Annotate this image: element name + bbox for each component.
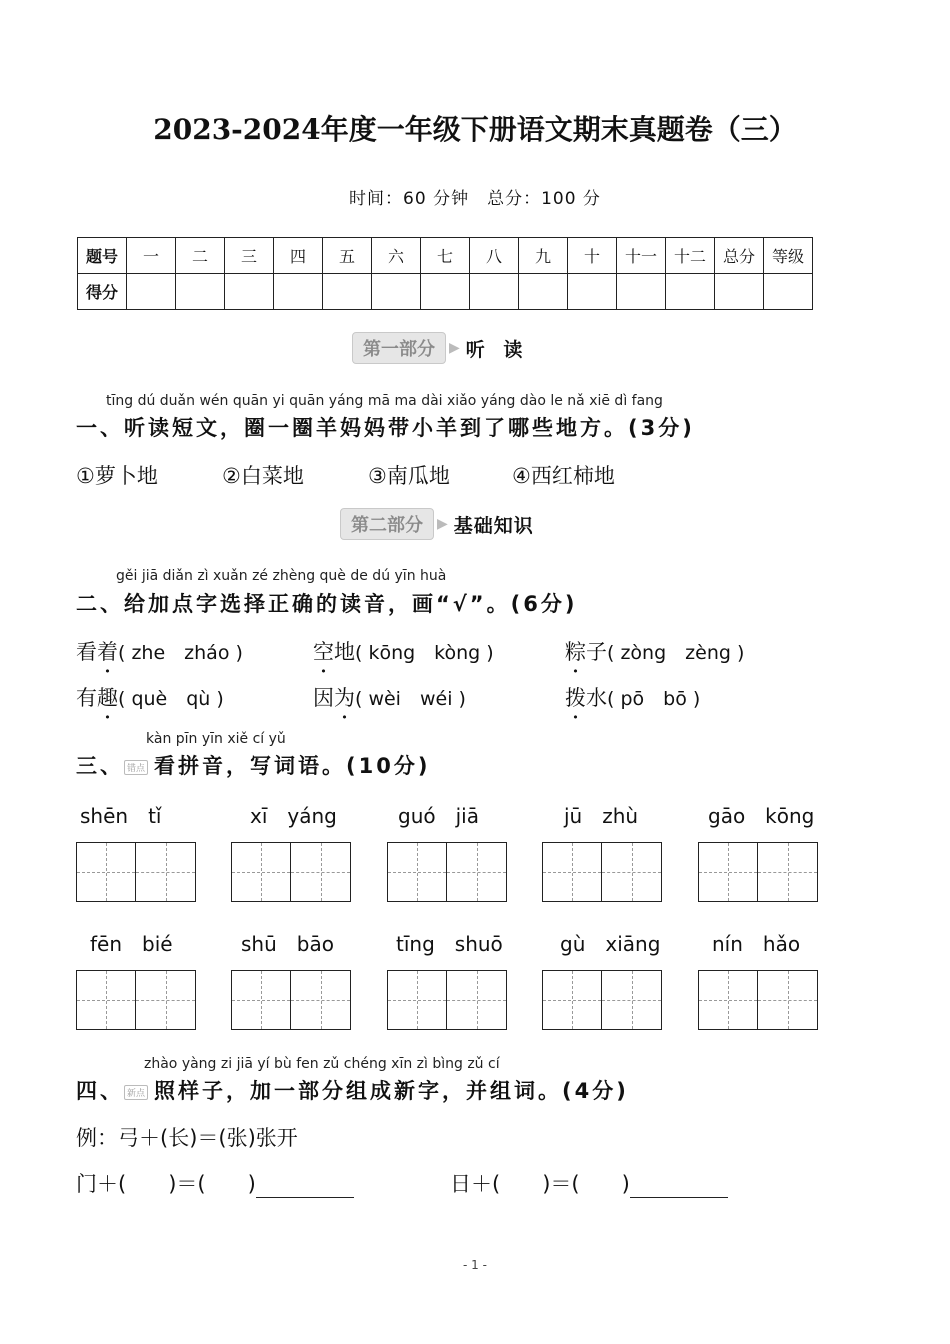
q1-option-3: ③南瓜地 (368, 464, 450, 488)
q2-item: 拨水( pō bō ) (565, 686, 701, 710)
score-cell[interactable] (666, 274, 715, 310)
page-title: 2023-2024年度一年级下册语文期末真题卷（三） (153, 113, 797, 146)
new-point-tag: 新点 (124, 1085, 148, 1100)
q1-option-1: ①萝卜地 (76, 464, 158, 488)
q3-word-pinyin: tīng shuō (396, 932, 503, 956)
score-cell[interactable] (568, 274, 617, 310)
score-col-header: 一 (127, 238, 176, 274)
writing-grid[interactable] (76, 970, 196, 1030)
score-cell[interactable] (274, 274, 323, 310)
q4-example: 例：弓＋(长)＝(张)张开 (76, 1126, 298, 1150)
score-col-header: 二 (176, 238, 225, 274)
score-cell[interactable] (470, 274, 519, 310)
q3-word-pinyin: shēn tǐ (80, 804, 162, 828)
q2-item: 看着( zhe zháo ) (76, 640, 243, 664)
writing-grid[interactable] (698, 842, 818, 902)
part2-heading (340, 509, 534, 539)
q1-pinyin: tīng dú duǎn wén quān yi quān yáng mā ma dài xiǎo yáng dào le nǎ xiē dì fang (106, 393, 663, 409)
q3-word-pinyin: nín hǎo (712, 932, 801, 956)
q1-text: 一、听读短文，圈一圈羊妈妈带小羊到了哪些地方。(3分) (76, 416, 695, 440)
score-col-header: 八 (470, 238, 519, 274)
q1-option-2: ②白菜地 (222, 464, 304, 488)
score-cell[interactable] (421, 274, 470, 310)
part2-box: 第二部分 (340, 508, 434, 540)
q3-word-pinyin: xī yáng (250, 804, 337, 828)
score-cell[interactable] (127, 274, 176, 310)
row-label-question-number: 题号 (78, 238, 127, 274)
page-number: - 1 - (463, 1258, 487, 1272)
q4-exercise-a: 门＋( )＝( ) (76, 1168, 354, 1198)
score-cell[interactable] (519, 274, 568, 310)
q2-item: 粽子( zòng zèng ) (565, 640, 745, 664)
score-col-header: 等级 (764, 238, 813, 274)
score-table (77, 237, 813, 310)
writing-grid[interactable] (387, 842, 507, 902)
part1-box: 第一部分 (352, 332, 446, 364)
q3-word-pinyin: jū zhù (564, 804, 639, 828)
score-col-header: 七 (421, 238, 470, 274)
score-cell[interactable] (323, 274, 372, 310)
answer-blank[interactable] (630, 1177, 728, 1198)
q3-word-pinyin: shū bāo (241, 932, 334, 956)
error-point-tag: 错点 (124, 760, 148, 775)
writing-grid[interactable] (231, 970, 351, 1030)
writing-grid[interactable] (698, 970, 818, 1030)
score-table-header-row (78, 238, 813, 274)
q2-item: 有趣( què qù ) (76, 686, 224, 710)
writing-grid[interactable] (387, 970, 507, 1030)
score-col-header: 四 (274, 238, 323, 274)
score-table-score-row (78, 274, 813, 310)
q3-word-pinyin: gāo kōng (708, 804, 815, 828)
part2-label: 基础知识 (453, 514, 534, 537)
part1-label: 听 读 (465, 338, 529, 361)
q3-pinyin: kàn pīn yīn xiě cí yǔ (146, 731, 286, 747)
q3-word-pinyin: gù xiāng (560, 932, 661, 956)
score-cell[interactable] (715, 274, 764, 310)
score-col-header: 总分 (715, 238, 764, 274)
arrow-icon: ▶ (437, 516, 448, 532)
part1-heading (352, 333, 528, 363)
score-col-header: 十 (568, 238, 617, 274)
score-cell[interactable] (225, 274, 274, 310)
q4-pinyin: zhào yàng zi jiā yí bù fen zǔ chéng xīn zì bìng zǔ cí (144, 1056, 500, 1072)
q2-text: 二、给加点字选择正确的读音，画“√”。(6分) (76, 592, 578, 616)
score-col-header: 九 (519, 238, 568, 274)
q4-exercise-b: 日＋( )＝( ) (450, 1168, 728, 1198)
row-label-score: 得分 (78, 274, 127, 310)
score-col-header: 十二 (666, 238, 715, 274)
answer-blank[interactable] (256, 1177, 354, 1198)
q2-item: 空地( kōng kòng ) (313, 640, 494, 664)
q4-heading: 四、 新点 照样子，加一部分组成新字，并组词。(4分) (76, 1079, 629, 1103)
q3-heading: 三、 错点 看拼音，写词语。(10分) (76, 754, 431, 778)
score-cell[interactable] (176, 274, 225, 310)
q2-pinyin: gěi jiā diǎn zì xuǎn zé zhèng què de dú yīn huà (116, 568, 447, 584)
arrow-icon: ▶ (449, 340, 460, 356)
q2-item: 因为( wèi wéi ) (313, 686, 466, 710)
score-col-header: 六 (372, 238, 421, 274)
writing-grid[interactable] (542, 970, 662, 1030)
score-cell[interactable] (764, 274, 813, 310)
q3-word-pinyin: guó jiā (398, 804, 479, 828)
time-info: 时间：60 分钟 总分：100 分 (349, 189, 601, 209)
score-col-header: 三 (225, 238, 274, 274)
writing-grid[interactable] (542, 842, 662, 902)
q1-option-4: ④西红柿地 (512, 464, 615, 488)
score-cell[interactable] (617, 274, 666, 310)
score-col-header: 十一 (617, 238, 666, 274)
score-col-header: 五 (323, 238, 372, 274)
writing-grid[interactable] (231, 842, 351, 902)
q3-word-pinyin: fēn bié (90, 932, 173, 956)
score-cell[interactable] (372, 274, 421, 310)
writing-grid[interactable] (76, 842, 196, 902)
